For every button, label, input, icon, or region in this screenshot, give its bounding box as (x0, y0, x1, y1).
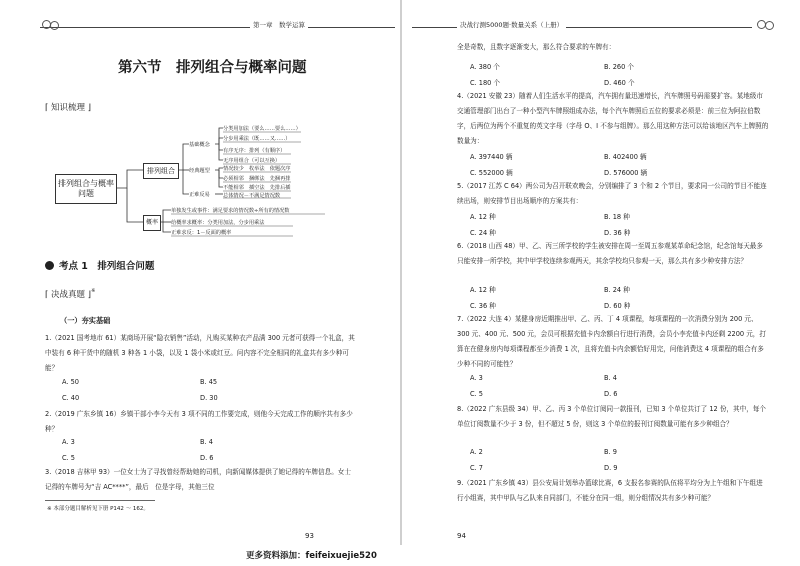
q2-option-c: C. 5 (62, 454, 75, 462)
q6-option-d: D. 60 种 (604, 302, 631, 310)
q1-option-b: B. 45 (200, 378, 218, 386)
mindmap-leaf: 不能相邻 插空法 先排后插 (223, 185, 291, 191)
q6-option-c: C. 36 种 (470, 302, 496, 310)
section-title: 第六节 排列组合与概率问题 (118, 59, 307, 76)
mindmap-leaf: 单独发生或事件：满足要求的情况数÷所有的情况数 (171, 208, 290, 214)
right-running-header: 决战行测5000题·数量关系（上册） (457, 20, 566, 29)
header-ornament-icon (42, 20, 60, 29)
knowledge-mindmap (55, 118, 355, 238)
header-rule-left (40, 27, 395, 28)
kp-heading: 考点 1 排列组合问题 (45, 258, 154, 272)
footnote-rule (45, 500, 155, 501)
q2-option-a: A. 3 (62, 438, 75, 446)
question-3: 3.（2018 吉林甲 93）一位女士为了寻找曾经帮助她的司机，向新闻媒体提供了她记得的车牌信息。女士记得的车牌号为“吉 AC****”，最后 位是字母，其他三位 (45, 468, 351, 491)
question-8: 8.（2022 广东县级 34）甲、乙、丙 3 个单位订阅同一款报刊，已知 3 个单位共订了 12 份，其中，每个单位订阅数量不少于 3 份，但不超过 5 份，则这 3 个单位的报刊订阅数量可能有多少种组合？ (457, 405, 766, 428)
header-ornament-icon (757, 20, 775, 29)
q1-option-c: C. 40 (62, 394, 80, 402)
question-7: 7.（2022 大连 4）某健身房近期推出甲、乙、丙、丁 4 项课程，每项课程的一次消费分别为 200 元、300 元、400 元、500 元，会员可根据充值卡内余额自行进行消费，会员小李充值卡内还剩 2200 元，打算在在健身房内每项课程都至少消费 1 次，且将充值卡内余额恰好用完，问他消费这 4 项课程的组合有多少种不同的可能性？ (457, 315, 766, 368)
mindmap-leaf: 必须相邻 捆绑法 先捆再排 (223, 176, 291, 182)
left-running-header: 第一章 数学运算 (250, 20, 308, 29)
right-page (402, 0, 800, 566)
question-4: 4.（2021 安徽 23）随着人们生活水平的提高，汽车拥有量迅速增长，汽车牌照号码需要扩容。某地级市交通管理部门出台了一种小型汽车牌照组成办法，每个汽车牌照后五位的要求必须是：前三位为阿拉伯数字，后两位为两个不重复的英文字母（字母 O、I 不参与组牌）。那么用这种方法可以给该地区汽车上牌照的数量为： (457, 92, 769, 145)
q8-option-c: C. 7 (470, 464, 483, 472)
mindmap-group-reverse: 正难反易 (189, 192, 210, 198)
q1-option-a: A. 50 (62, 378, 79, 386)
q8-option-a: A. 2 (470, 448, 483, 456)
q3-option-d: D. 460 个 (604, 79, 635, 87)
mindmap-leaf: 总体情况－不满足情况数 (223, 193, 281, 199)
question-1: 1.（2021 国考地市 61）某商场开展“隐衣销售”活动，凡购买某种衣产品满 300 元者可获得一个礼盒，其中装有 6 种干货中的随机 3 种各 1 小袋，以及 1 袋小米或红豆。问内容不完全相同的礼盒共有多少种可能？ (45, 334, 355, 372)
q5-option-a: A. 12 种 (470, 213, 496, 221)
mindmap-leaf: 有序无序：排列（有顺序） (223, 148, 286, 154)
page-number-left: 93 (305, 532, 314, 540)
q5-option-c: C. 24 种 (470, 229, 496, 237)
subsection-title: （一）夯实基础 (60, 316, 111, 325)
q4-option-d: D. 576000 辆 (604, 169, 648, 177)
page-number-right: 94 (457, 532, 466, 540)
mindmap-group-basic: 基础概念 (189, 142, 210, 148)
mindmap-branch-probability: 概率 (143, 215, 161, 231)
mindmap-leaf: 分类用加法（要么……要么……） (223, 126, 301, 132)
q4-option-b: B. 402400 辆 (604, 153, 647, 161)
q3-option-b: B. 260 个 (604, 63, 634, 71)
q8-option-b: B. 9 (604, 448, 617, 456)
question-9: 9.（2021 广东乡镇 43）县公安局计划举办篮球比赛，6 支报名参赛的队伍将平均分为上午组和下午组进行小组赛，其中甲队与乙队来自同部门，不能分在同一组，则分组情况共有多少种可能？ (457, 479, 763, 502)
q2-option-d: D. 6 (200, 454, 214, 462)
q8-option-d: D. 9 (604, 464, 618, 472)
mindmap-leaf: 分步用乘法（既……又……） (223, 136, 291, 142)
mindmap-group-classic: 经典题型 (189, 168, 210, 174)
question-2: 2.（2019 广东乡镇 16）乡镇干部小李今天有 3 项不同的工作要完成，则他今天完成工作的顺序共有多少种？ (45, 410, 353, 433)
kp-bullet-icon (45, 261, 54, 270)
footnote: ※ 本部分题目解析见下册 P142 ～ 162。 (47, 506, 149, 512)
promo-banner: 更多资料添加：feifeixuejie520 (246, 551, 377, 561)
question-3-continued: 全是奇数，且数字逐渐变大，那么符合要求的车牌有： (457, 43, 616, 51)
q7-option-b: B. 4 (604, 374, 617, 382)
mindmap-branch-permutation: 排列组合 (143, 163, 179, 179)
q2-option-b: B. 4 (200, 438, 213, 446)
q4-option-a: A. 397440 辆 (470, 153, 513, 161)
q3-option-a: A. 380 个 (470, 63, 500, 71)
q1-option-d: D. 30 (200, 394, 218, 402)
question-6: 6.（2018 山西 48）甲、乙、丙三所学校的学生被安排在周一至周五参观某革命纪念馆，纪念馆每天最多只能安排一所学校，其中甲学校连续参观两天，其余学校均只参观一天，那么共有多少种安排方法？ (457, 242, 763, 265)
q7-option-c: C. 5 (470, 390, 483, 398)
real-exam-heading: ⌈ 决战真题 ⌋※ (45, 288, 96, 300)
q3-option-c: C. 180 个 (470, 79, 501, 87)
mindmap-leaf: 给概率求概率：分类用加法，分步用乘法 (171, 220, 265, 226)
mindmap-leaf: 无序用组合（可以互换） (223, 158, 281, 164)
q7-option-d: D. 6 (604, 390, 618, 398)
question-5: 5.（2017 江苏 C 64）两公司为召开联欢晚会，分别编排了 3 个和 2 个节目，要求同一公司的节目不能连续出场，则安排节目出场顺序的方案共有： (457, 182, 767, 205)
knowledge-heading: ⌈ 知识梳理 ⌋ (45, 103, 92, 113)
q5-option-b: B. 18 种 (604, 213, 630, 221)
mindmap-leaf: 正难求反：1－反面的概率 (171, 230, 232, 236)
mindmap-leaf: 情况较少 枚举法 依题次序 (223, 166, 291, 172)
q7-option-a: A. 3 (470, 374, 483, 382)
mindmap-root: 排列组合与概率问题 (55, 174, 117, 204)
q6-option-a: A. 12 种 (470, 286, 496, 294)
q4-option-c: C. 552000 辆 (470, 169, 513, 177)
q5-option-d: D. 36 种 (604, 229, 631, 237)
q6-option-b: B. 24 种 (604, 286, 630, 294)
